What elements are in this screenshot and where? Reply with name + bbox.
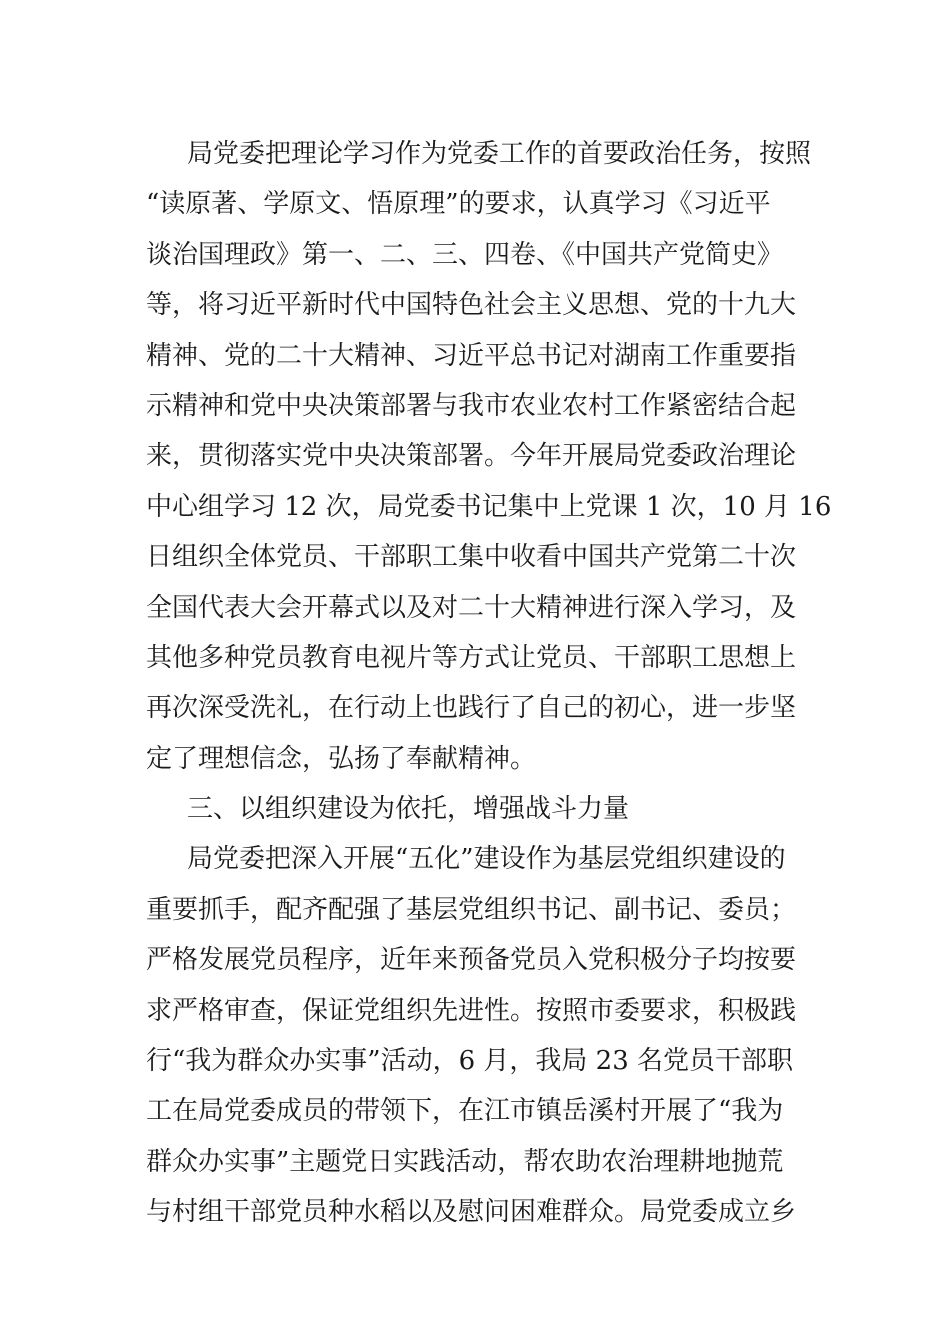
paragraph-1-line-2: “读原著、学原文、悟原理”的要求，认真学习《习近平 bbox=[146, 189, 771, 220]
paragraph-1-line-3: 谈治国理政》第一、二、三、四卷、《中国共产党简史》 bbox=[146, 239, 784, 270]
paragraph-1-line-13: 定了理想信念，弘扬了奉献精神。 bbox=[146, 743, 537, 774]
paragraph-1-line-10: 全国代表大会开幕式以及对二十大精神进行深入学习，及 bbox=[146, 592, 797, 623]
paragraph-1-line-9: 日组织全体党员、干部职工集中收看中国共产党第二十次 bbox=[146, 542, 797, 573]
document-body bbox=[146, 129, 832, 1238]
paragraph-1-line-7: 来，贯彻落实党中央决策部署。今年开展局党委政治理论 bbox=[146, 441, 797, 472]
paragraph-1-line-5: 精神、党的二十大精神、习近平总书记对湖南工作重要指 bbox=[146, 340, 797, 371]
paragraph-2-line-2: 重要抓手，配齐配强了基层党组织书记、副书记、委员； bbox=[146, 894, 797, 925]
paragraph-2-line-1: 局党委把深入开展“五化”建设作为基层党组织建设的 bbox=[187, 844, 786, 875]
paragraph-1-line-6: 示精神和党中央决策部署与我市农业农村工作紧密结合起 bbox=[146, 390, 797, 421]
paragraph-1-line-4: 等，将习近平新时代中国特色社会主义思想、党的十九大 bbox=[146, 290, 797, 321]
paragraph-1-line-12: 再次深受洗礼，在行动上也践行了自己的初心，进一步坚 bbox=[146, 693, 797, 724]
paragraph-2-line-4: 求严格审查，保证党组织先进性。按照市委要求，积极践 bbox=[146, 995, 797, 1026]
paragraph-1-line-8: 中心组学习 12 次，局党委书记集中上党课 1 次，10 月 16 bbox=[146, 491, 832, 522]
paragraph-1-line-1: 局党委把理论学习作为党委工作的首要政治任务，按照 bbox=[187, 139, 812, 169]
section-heading: 三、以组织建设为依托，增强战斗力量 bbox=[187, 794, 630, 825]
paragraph-2-line-3: 严格发展党员程序，近年来预备党员入党积极分子均按要 bbox=[146, 945, 797, 976]
paragraph-2-line-7: 群众办实事”主题党日实践活动，帮农助农治理耕地抛荒 bbox=[146, 1146, 784, 1177]
paragraph-2-line-6: 工在局党委成员的带领下，在江市镇岳溪村开展了“我为 bbox=[146, 1096, 784, 1127]
paragraph-1-line-11: 其他多种党员教育电视片等方式让党员、干部职工思想上 bbox=[146, 642, 797, 673]
paragraph-2-line-5: 行“我为群众办实事”活动，6 月，我局 23 名党员干部职 bbox=[146, 1046, 794, 1077]
paragraph-2-line-8: 与村组干部党员种水稻以及慰问困难群众。局党委成立乡 bbox=[146, 1197, 797, 1228]
